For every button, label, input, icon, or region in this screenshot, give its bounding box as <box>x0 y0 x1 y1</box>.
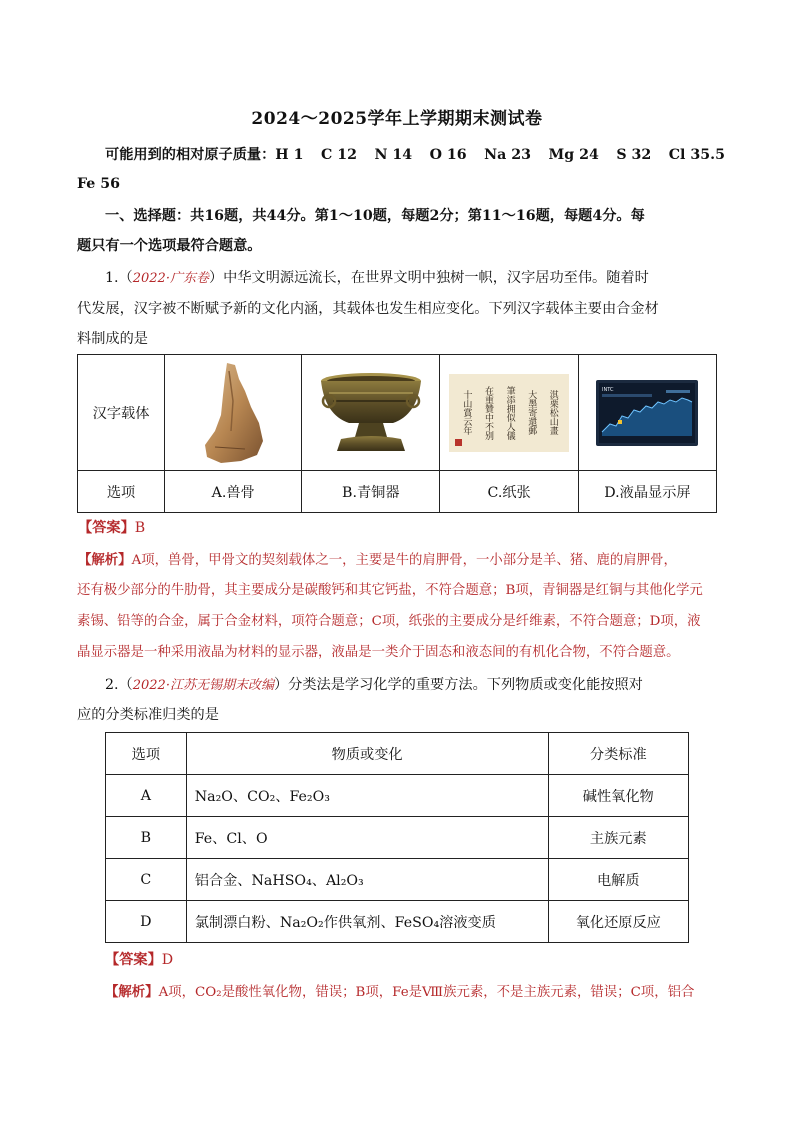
q2-explanation-1: 【解析】A项，CO₂是酸性氧化物，错误；B项，Fe是Ⅷ族元素，不是主族元素，错误；C项，铝合 <box>105 984 695 1000</box>
calligraphy-col-1: 淇栗松山畫 <box>547 390 558 435</box>
section-heading: 一、选择题：共16题，共44分。第1～10题，每题2分；第11～16题，每题4分。每 <box>105 208 645 224</box>
atomic-mass-na: Na 23 <box>484 147 532 163</box>
q2-row-c-option: C <box>106 859 187 901</box>
q1-option-a: A.兽骨 <box>165 471 302 513</box>
atomic-mass-o: O 16 <box>429 147 467 163</box>
q1-option-d: D.液晶显示屏 <box>578 471 716 513</box>
q2-row-d-standard: 氧化还原反应 <box>548 901 688 943</box>
atomic-mass-line <box>105 145 725 165</box>
q2-row-a-option: A <box>106 775 187 817</box>
q1-image-bone <box>165 355 302 471</box>
atomic-mass-n: N 14 <box>374 147 413 163</box>
q1-source: 2022·广东卷 <box>132 271 209 286</box>
table-row <box>106 817 689 859</box>
q1-explanation-2: 还有极少部分的牛肋骨，其主要成分是碳酸钙和其它钙盐，不符合题意；B项，青铜器是红铜与其他化学元 <box>77 583 703 598</box>
seal-stamp-icon <box>455 439 462 446</box>
q1-explanation-1: 【解析】A项，兽骨，甲骨文的契刻载体之一，主要是牛的肩胛骨，一小部分是羊、猪、鹿的肩胛骨， <box>78 552 677 568</box>
q2-line-1: 2.（2022·江苏无锡期末改编）分类法是学习化学的重要方法。下列物质或变化能按照对 <box>105 677 643 693</box>
lcd-brand-text: INTC <box>602 386 614 393</box>
q2-source: 2022·江苏无锡期末改编 <box>132 678 274 693</box>
q1-row-label-carrier: 汉字载体 <box>78 355 165 471</box>
table-row <box>106 775 689 817</box>
atomic-mass-s: S 32 <box>616 147 652 163</box>
q2-header-substance: 物质或变化 <box>186 733 548 775</box>
atomic-mass-c: C 12 <box>320 147 357 163</box>
q1-explanation-4: 晶显示器是一种采用液晶为材料的显示器，液晶是一类介于固态和液态间的有机化合物，不符合题意。 <box>77 645 680 660</box>
animal-bone-image <box>201 361 265 465</box>
q1-line-2: 代发展，汉字被不断赋予新的文化内涵，其载体也发生相应变化。下列汉字载体主要由合金材 <box>77 301 659 317</box>
section-heading-2: 题只有一个选项最符合题意。 <box>77 238 262 254</box>
q2-line-2: 应的分类标准归类的是 <box>77 707 219 723</box>
q2-header-standard: 分类标准 <box>548 733 688 775</box>
q2-row-a-substance: Na₂O、CO₂、Fe₂O₃ <box>186 775 548 817</box>
q1-option-b: B.青铜器 <box>302 471 440 513</box>
q2-row-c-standard: 电解质 <box>548 859 688 901</box>
atomic-mass-line-2: Fe 56 <box>77 176 121 192</box>
lcd-screen-image <box>596 380 698 446</box>
q1-line-1: 1.（2022·广东卷）中华文明源远流长，在世界文明中独树一帜，汉字居功至伟。随着时 <box>105 270 649 286</box>
calligraphy-col-2: 大墨寄還郵 <box>526 390 537 435</box>
atomic-mass-prefix: 可能用到的相对原子质量：H 1 <box>105 147 304 163</box>
table-row <box>106 901 689 943</box>
atomic-mass-mg: Mg 24 <box>548 147 599 163</box>
atomic-mass-cl: Cl 35.5 <box>668 147 725 163</box>
q1-line-3: 料制成的是 <box>77 331 148 347</box>
page-title: 2024～2025学年上学期期末测试卷 <box>251 109 543 129</box>
q2-table <box>105 732 689 943</box>
q1-explanation-3: 素锡、铅等的合金，属于合金材料，项符合题意；C项，纸张的主要成分是纤维素，不符合题意；D项，液 <box>77 614 701 629</box>
q2-row-a-standard: 碱性氧化物 <box>548 775 688 817</box>
q1-image-bronze <box>302 355 440 471</box>
q1-table <box>77 354 717 513</box>
calligraphy-col-3: 筆添拥似人儀 <box>504 385 515 440</box>
q1-image-paper <box>440 355 579 471</box>
table-row <box>106 859 689 901</box>
q2-header-option: 选项 <box>106 733 187 775</box>
q2-row-b-option: B <box>106 817 187 859</box>
calligraphy-col-4: 在重贊中不别 <box>483 385 493 440</box>
q2-answer: 【答案】D <box>105 952 174 968</box>
q2-row-b-standard: 主族元素 <box>548 817 688 859</box>
q2-row-c-substance: 铝合金、NaHSO₄、Al₂O₃ <box>186 859 548 901</box>
bronze-vessel-image <box>319 371 423 455</box>
q1-image-lcd <box>578 355 716 471</box>
q1-answer: 【答案】B <box>78 520 146 536</box>
q2-row-d-option: D <box>106 901 187 943</box>
calligraphy-col-5: 十山賞云年 <box>461 390 472 435</box>
calligraphy-paper-image <box>449 374 569 452</box>
q2-row-d-substance: 氯制漂白粉、Na₂O₂作供氧剂、FeSO₄溶液变质 <box>186 901 548 943</box>
q1-option-c: C.纸张 <box>440 471 579 513</box>
q2-row-b-substance: Fe、Cl、O <box>186 817 548 859</box>
q1-row-label-option: 选项 <box>78 471 165 513</box>
